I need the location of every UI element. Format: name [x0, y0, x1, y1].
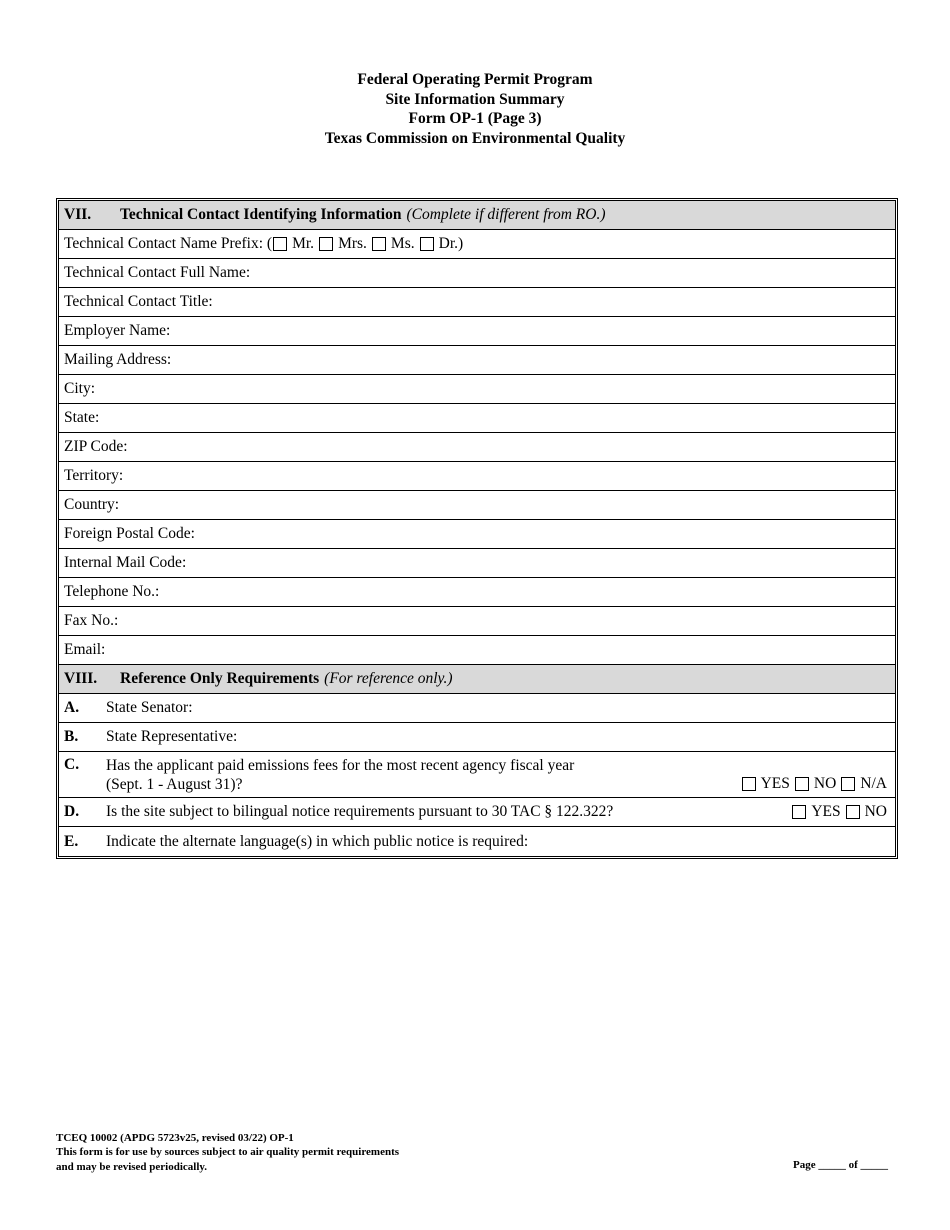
header-summary: Site Information Summary: [385, 90, 565, 108]
section-vii-title: Technical Contact Identifying Information: [120, 206, 402, 223]
mailing-address-field[interactable]: [59, 346, 895, 375]
country-label: Country:: [64, 496, 120, 513]
title-field[interactable]: [59, 288, 895, 317]
emissions-fees-question: [106, 756, 574, 794]
fees-na-label: N/A: [860, 775, 887, 792]
bilingual-notice-question: Is the site subject to bilingual notice requirements pursuant to 30 TAC § 122.322?: [106, 803, 614, 820]
prefix-ms-label: Ms.: [390, 235, 415, 252]
foreign-postal-code-label: Foreign Postal Code:: [64, 525, 195, 542]
fees-no-checkbox[interactable]: [795, 777, 809, 791]
section-vii-header: [59, 201, 895, 230]
footer-form-info: [56, 1131, 399, 1174]
prefix-mrs-checkbox[interactable]: [319, 237, 333, 251]
zip-code-label: ZIP Code:: [64, 438, 128, 455]
employer-name-field[interactable]: [59, 317, 895, 346]
bilingual-no-label: NO: [864, 803, 887, 820]
header-agency: Texas Commission on Environmental Quality: [324, 129, 626, 147]
fees-no-label: NO: [813, 775, 837, 792]
telephone-label: Telephone No.:: [64, 583, 160, 600]
city-label: City:: [64, 380, 96, 397]
footer-usage-note: This form is for use by sources subject to air quality permit requirements: [56, 1146, 400, 1159]
territory-field[interactable]: [59, 462, 895, 491]
internal-mail-code-label: Internal Mail Code:: [64, 554, 187, 571]
section-vii-number: VII.: [64, 206, 92, 223]
prefix-dr-label: Dr.): [438, 235, 464, 252]
zip-code-field[interactable]: [59, 433, 895, 462]
fax-field[interactable]: [59, 607, 895, 636]
bilingual-no-checkbox[interactable]: [846, 805, 860, 819]
header-program: Federal Operating Permit Program: [357, 71, 593, 88]
telephone-field[interactable]: [59, 578, 895, 607]
bilingual-yes-checkbox[interactable]: [792, 805, 806, 819]
item-b-letter: B.: [64, 728, 79, 745]
item-d-letter: D.: [64, 803, 80, 820]
item-e-letter: E.: [64, 832, 79, 850]
emissions-fees-line1: Has the applicant paid emissions fees for the most recent agency fiscal year: [106, 757, 575, 774]
bilingual-notice-options: [791, 803, 887, 821]
header-form-page: Form OP-1 (Page 3): [408, 110, 542, 128]
city-field[interactable]: [59, 375, 895, 404]
alternate-language-label: Indicate the alternate language(s) in which public notice is required:: [106, 832, 529, 850]
section-viii-title: Reference Only Requirements: [120, 670, 320, 687]
prefix-ms-checkbox[interactable]: [372, 237, 386, 251]
item-c-letter: C.: [64, 756, 80, 773]
country-field[interactable]: [59, 491, 895, 520]
fees-yes-checkbox[interactable]: [742, 777, 756, 791]
email-label: Email:: [64, 641, 106, 658]
fees-na-checkbox[interactable]: [841, 777, 855, 791]
emissions-fees-row: [59, 752, 895, 798]
section-viii-number: VIII.: [64, 670, 98, 687]
prefix-mr-checkbox[interactable]: [273, 237, 287, 251]
state-senator-field[interactable]: [59, 694, 895, 723]
section-viii-note: (For reference only.): [324, 670, 453, 687]
section-viii-header: [59, 665, 895, 694]
fees-yes-label: YES: [760, 775, 790, 792]
form-header: [0, 70, 950, 148]
name-prefix-row: [59, 230, 895, 259]
fax-label: Fax No.:: [64, 612, 119, 629]
bilingual-yes-label: YES: [811, 803, 841, 820]
emissions-fees-options: [741, 775, 887, 793]
state-representative-label: State Representative:: [106, 728, 238, 745]
footer-page-number: Page _____ of _____: [792, 1159, 888, 1171]
bilingual-notice-row: [59, 798, 895, 827]
mailing-address-label: Mailing Address:: [64, 351, 172, 368]
email-field[interactable]: [59, 636, 895, 665]
full-name-label: Technical Contact Full Name:: [64, 264, 251, 281]
prefix-mr-label: Mr.: [292, 235, 315, 252]
state-senator-label: State Senator:: [106, 699, 193, 716]
state-field[interactable]: [59, 404, 895, 433]
internal-mail-code-field[interactable]: [59, 549, 895, 578]
title-label: Technical Contact Title:: [64, 293, 213, 310]
state-representative-field[interactable]: [59, 723, 895, 752]
prefix-dr-checkbox[interactable]: [420, 237, 434, 251]
state-label: State:: [64, 409, 100, 426]
territory-label: Territory:: [64, 467, 124, 484]
form-table: [56, 198, 898, 859]
item-a-letter: A.: [64, 699, 80, 716]
full-name-field[interactable]: [59, 259, 895, 288]
emissions-fees-line2: (Sept. 1 - August 31)?: [106, 776, 243, 793]
prefix-mrs-label: Mrs.: [338, 235, 367, 252]
foreign-postal-code-field[interactable]: [59, 520, 895, 549]
section-vii-note: (Complete if different from RO.): [406, 206, 606, 223]
footer-form-id: TCEQ 10002 (APDG 5723v25, revised 03/22) OP-1: [56, 1132, 294, 1144]
footer-revision-note: and may be revised periodically.: [56, 1160, 208, 1173]
name-prefix-label: Technical Contact Name Prefix: (: [64, 235, 273, 252]
employer-name-label: Employer Name:: [64, 322, 171, 339]
alternate-language-field[interactable]: [59, 827, 895, 856]
